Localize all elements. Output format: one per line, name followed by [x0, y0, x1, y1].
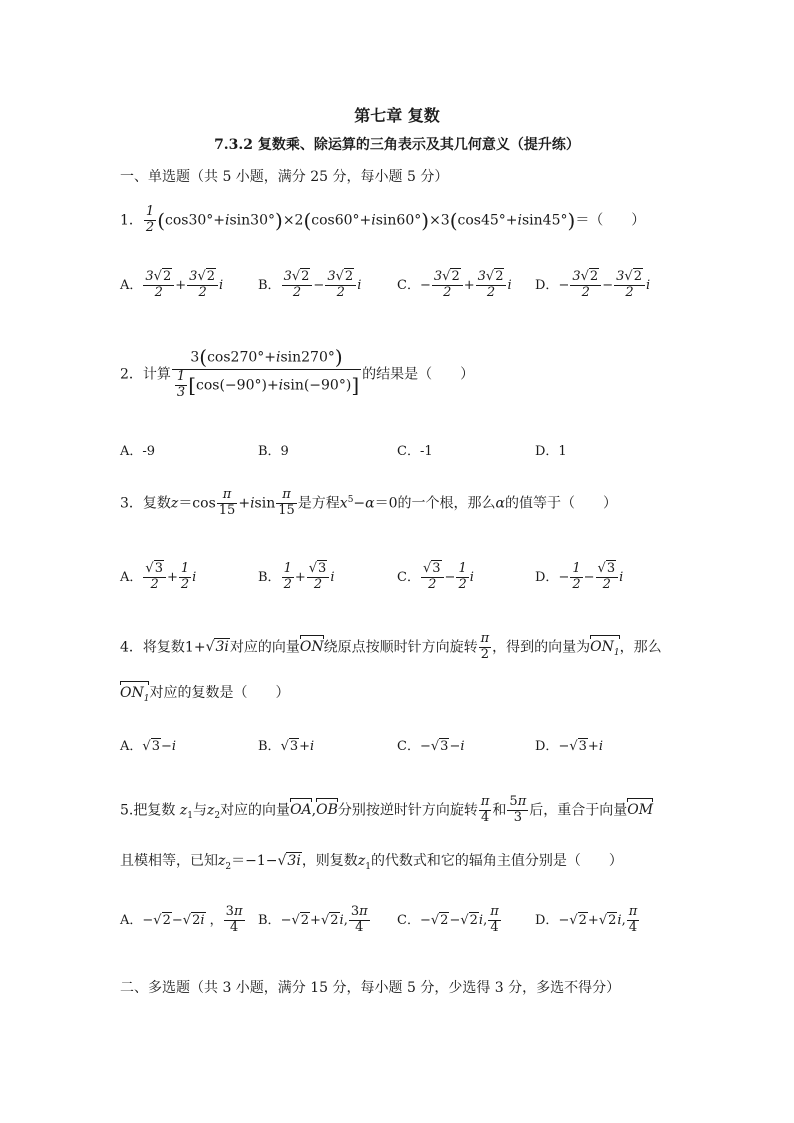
q5-option-a[interactable]: A．−√2−√2i ， $\frac{3\pi}{4}$ — [120, 904, 243, 935]
question-5-line2: 且模相等，已知$z_2=-1-√3i$，则复数$z_1$的代数式和它的辐角主值分别是（ ） — [120, 853, 623, 872]
q3-option-b[interactable]: B． $\frac{1}{2}$ + $\frac{√3}{2}$ i — [258, 561, 335, 592]
q3-option-c[interactable]: C． $\frac{√3}{2}$ − $\frac{1}{2}$ i — [397, 561, 474, 592]
section-multiple-choice: 二、多选题（共 3 小题，满分 15 分，每小题 5 分，少选得 3 分，多选不得分） — [120, 980, 621, 996]
q1-half: $\frac{1}{2}$ — [145, 204, 155, 235]
lesson-subtitle: 7.3.2 复数乘、除运算的三角表示及其几何意义（提升练） — [214, 137, 580, 153]
question-5-line1: 5.把复数 $z_1$与$z_2$对应的向量OA,OB分别按逆时针方向旋转 $\frac{\pi}{4}$ 和 $\frac{5\pi}{3}$ 后，重合于向量OM — [120, 794, 654, 825]
q4-option-a[interactable]: A．√3−i — [120, 739, 177, 754]
q1-option-c[interactable]: C．− $\frac{3√2}{2}$ + $\frac{3√2}{2}$ i — [397, 269, 512, 300]
q1-paren: ＝（ ） — [575, 212, 646, 229]
question-2: 2．计算 3(cos270°+isin270°) $\frac{1}{3}$ [cos(−90°)+isin(−90°)] 的结果是（ ） — [120, 345, 475, 400]
q5-option-b[interactable]: B．−√2+√2i, $\frac{3\pi}{4}$ — [258, 904, 368, 935]
section-single-choice: 一、单选题（共 5 小题，满分 25 分，每小题 5 分） — [120, 169, 449, 185]
question-1: 1． $\frac{1}{2}$ (cos30°+isin30°)×2(cos60°+isin60°)×3(cos45°+isin45°)＝（ ） — [120, 204, 646, 235]
q2-option-d[interactable]: D．1 — [535, 444, 567, 459]
q4-option-d[interactable]: D．−√3+i — [535, 739, 603, 754]
q5-option-c[interactable]: C．−√2−√2i, $\frac{\pi}{4}$ — [397, 904, 499, 935]
q4-option-c[interactable]: C．−√3−i — [397, 739, 465, 754]
q1-number: 1． — [120, 212, 143, 229]
q3-option-d[interactable]: D．− $\frac{1}{2}$ − $\frac{√3}{2}$ i — [535, 561, 624, 592]
q2-option-b[interactable]: B．9 — [258, 444, 289, 459]
q2-option-a[interactable]: A．-9 — [120, 444, 156, 459]
question-4-line1: 4．将复数1+√3i对应的向量ON绕原点按顺时针方向旋转 $\frac{\pi}{2}$ ，得到的向量为$ON_1$，那么 — [120, 631, 662, 662]
q3-option-a[interactable]: A． $\frac{√3}{2}$ + $\frac{1}{2}$ i — [120, 561, 197, 592]
question-3: 3．复数z＝cos $\frac{\pi}{15}$ +isin $\frac{\pi}{15}$ 是方程$x^5-\alpha=0$的一个根，那么α的值等于（ ） — [120, 487, 618, 518]
q1-option-d[interactable]: D．− $\frac{3√2}{2}$ − $\frac{3√2}{2}$ i — [535, 269, 651, 300]
q1-option-b[interactable]: B． $\frac{3√2}{2}$ − $\frac{3√2}{2}$ i — [258, 269, 362, 300]
chapter-title: 第七章 复数 — [354, 106, 440, 125]
q5-option-d[interactable]: D．−√2+√2i, $\frac{\pi}{4}$ — [535, 904, 638, 935]
q2-option-c[interactable]: C．-1 — [397, 444, 433, 459]
question-4-line2: $ON_1$对应的复数是（ ） — [120, 680, 289, 704]
q1-option-a[interactable]: A． $\frac{3√2}{2}$ + $\frac{3√2}{2}$ i — [120, 269, 224, 300]
q4-option-b[interactable]: B．√3+i — [258, 739, 315, 754]
q2-fraction: 3(cos270°+isin270°) $\frac{1}{3}$ [cos(−90°)+isin(−90°)] — [172, 346, 361, 401]
